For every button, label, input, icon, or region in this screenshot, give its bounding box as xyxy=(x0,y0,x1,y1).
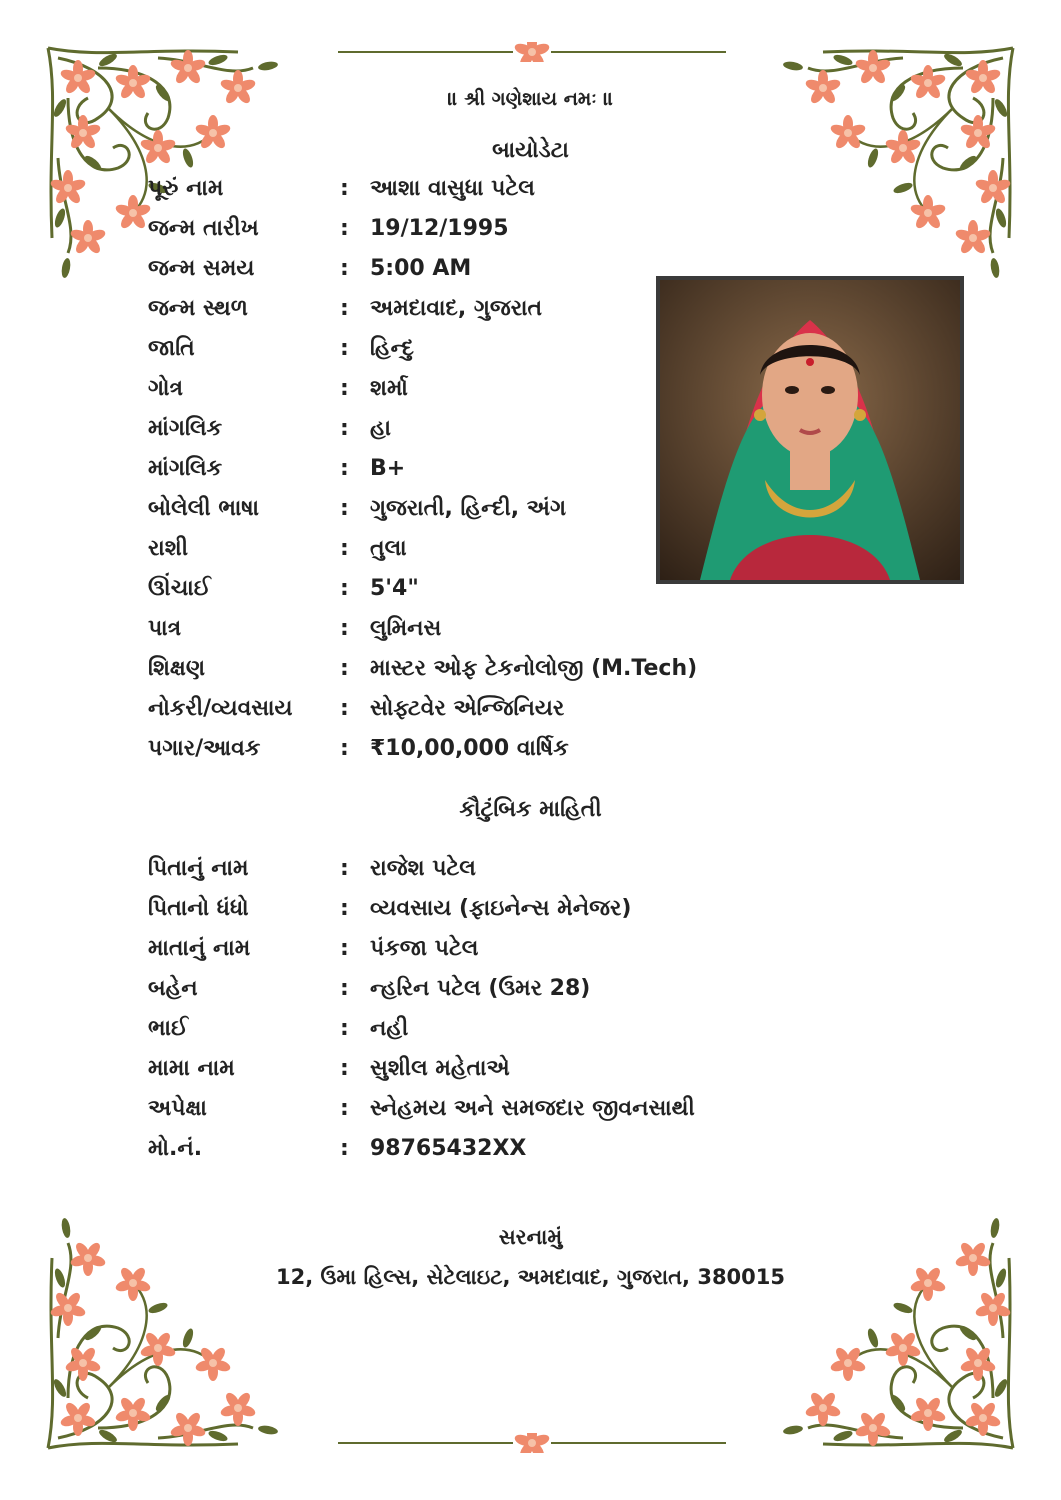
row-label: ગોત્ર xyxy=(148,376,184,401)
row-separator: : xyxy=(340,536,349,561)
row-value: B+ xyxy=(370,456,406,481)
row-label: મામા નામ xyxy=(148,1056,235,1081)
row-label: પિતાનો ધંધો xyxy=(148,896,249,921)
ornament-divider-bottom xyxy=(338,1433,726,1453)
floral-corner-top-right xyxy=(763,38,1023,298)
row-value: હિન્દુ xyxy=(370,336,414,361)
row-label: અપેક્ષા xyxy=(148,1096,207,1121)
row-label: મો.નં. xyxy=(148,1136,203,1161)
row-value: પંકજા પટેલ xyxy=(370,936,479,961)
ganesh-invocation: ॥ શ્રી ગણેશાય નમઃ ॥ xyxy=(447,88,614,110)
row-value: ન્હરિન પટેલ (ઉમર 28) xyxy=(370,976,591,1001)
row-label: ભાઈ xyxy=(148,1016,188,1041)
ornament-divider-top xyxy=(338,42,726,62)
row-label: બહેન xyxy=(148,976,198,1001)
row-label: માંગલિક xyxy=(148,416,223,441)
row-separator: : xyxy=(340,256,349,281)
address-text: 12, ઉમા હિલ્સ, સેટેલાઇટ, અમદાવાદ, ગુજરાત, 380015 xyxy=(275,1265,786,1289)
row-label: બોલેલી ભાષા xyxy=(148,496,260,521)
row-separator: : xyxy=(340,456,349,481)
row-value: 19/12/1995 xyxy=(370,216,509,241)
row-label: માંગલિક xyxy=(148,456,223,481)
row-separator: : xyxy=(340,336,349,361)
row-separator: : xyxy=(340,656,349,681)
row-label: જન્મ સ્થળ xyxy=(148,296,248,321)
row-separator: : xyxy=(340,416,349,441)
biodata-title: બાયોડેટા xyxy=(492,138,569,163)
row-label: પૂરું નામ xyxy=(148,176,224,201)
row-separator: : xyxy=(340,856,349,881)
address-title: સરનામું xyxy=(498,1225,563,1249)
row-separator: : xyxy=(340,376,349,401)
row-separator: : xyxy=(340,936,349,961)
row-separator: : xyxy=(340,976,349,1001)
portrait-image xyxy=(660,280,960,580)
row-value: વ્યવસાય (ફાઇનેન્સ મેનેજર) xyxy=(370,896,632,921)
row-value: 5'4" xyxy=(370,576,419,601)
row-value: સુશીલ મહેતાએ xyxy=(370,1056,510,1081)
row-label: શિક્ષણ xyxy=(148,656,206,681)
row-value: લુમિનસ xyxy=(370,616,442,641)
row-value: અમદાવાદ, ગુજરાત xyxy=(370,296,543,321)
row-separator: : xyxy=(340,1056,349,1081)
profile-photo xyxy=(656,276,964,584)
row-separator: : xyxy=(340,176,349,201)
row-label: રાશી xyxy=(148,536,189,561)
row-separator: : xyxy=(340,496,349,521)
row-label: માતાનું નામ xyxy=(148,936,251,961)
row-label: પિતાનું નામ xyxy=(148,856,249,881)
row-value: સોફ્ટવેર એન્જિનિયર xyxy=(370,696,565,721)
row-value: હા xyxy=(370,416,392,441)
row-value: આશા વાસુધા પટેલ xyxy=(370,176,535,201)
row-separator: : xyxy=(340,296,349,321)
row-label: જન્મ સમય xyxy=(148,256,255,281)
row-value: રાજેશ પટેલ xyxy=(370,856,476,881)
row-value: માસ્ટર ઓફ ટેકનોલોજી (M.Tech) xyxy=(370,656,698,681)
row-label: પગાર/આવક xyxy=(148,736,261,761)
row-separator: : xyxy=(340,696,349,721)
row-value: 98765432XX xyxy=(370,1136,527,1161)
family-info-title: કૌટુંબિક માહિતી xyxy=(459,797,602,822)
row-separator: : xyxy=(340,616,349,641)
row-label: નોકરી/વ્યવસાય xyxy=(148,696,293,721)
row-separator: : xyxy=(340,216,349,241)
row-value: ગુજરાતી, હિન્દી, અંગ xyxy=(370,496,567,521)
row-label: પાત્ર xyxy=(148,616,182,641)
row-label: ઊંચાઈ xyxy=(148,576,211,601)
row-label: જાતિ xyxy=(148,336,195,361)
row-separator: : xyxy=(340,896,349,921)
row-value: સ્નેહમય અને સમજદાર જીવનસાથી xyxy=(370,1096,695,1121)
row-label: જન્મ તારીખ xyxy=(148,216,259,241)
row-value: નહી xyxy=(370,1016,409,1041)
row-separator: : xyxy=(340,576,349,601)
row-separator: : xyxy=(340,736,349,761)
row-separator: : xyxy=(340,1016,349,1041)
row-value: શર્મા xyxy=(370,376,408,401)
row-value: 5:00 AM xyxy=(370,256,472,281)
row-separator: : xyxy=(340,1136,349,1161)
row-separator: : xyxy=(340,1096,349,1121)
row-value: તુલા xyxy=(370,536,407,561)
row-value: ₹10,00,000 વાર્ષિક xyxy=(370,736,569,761)
